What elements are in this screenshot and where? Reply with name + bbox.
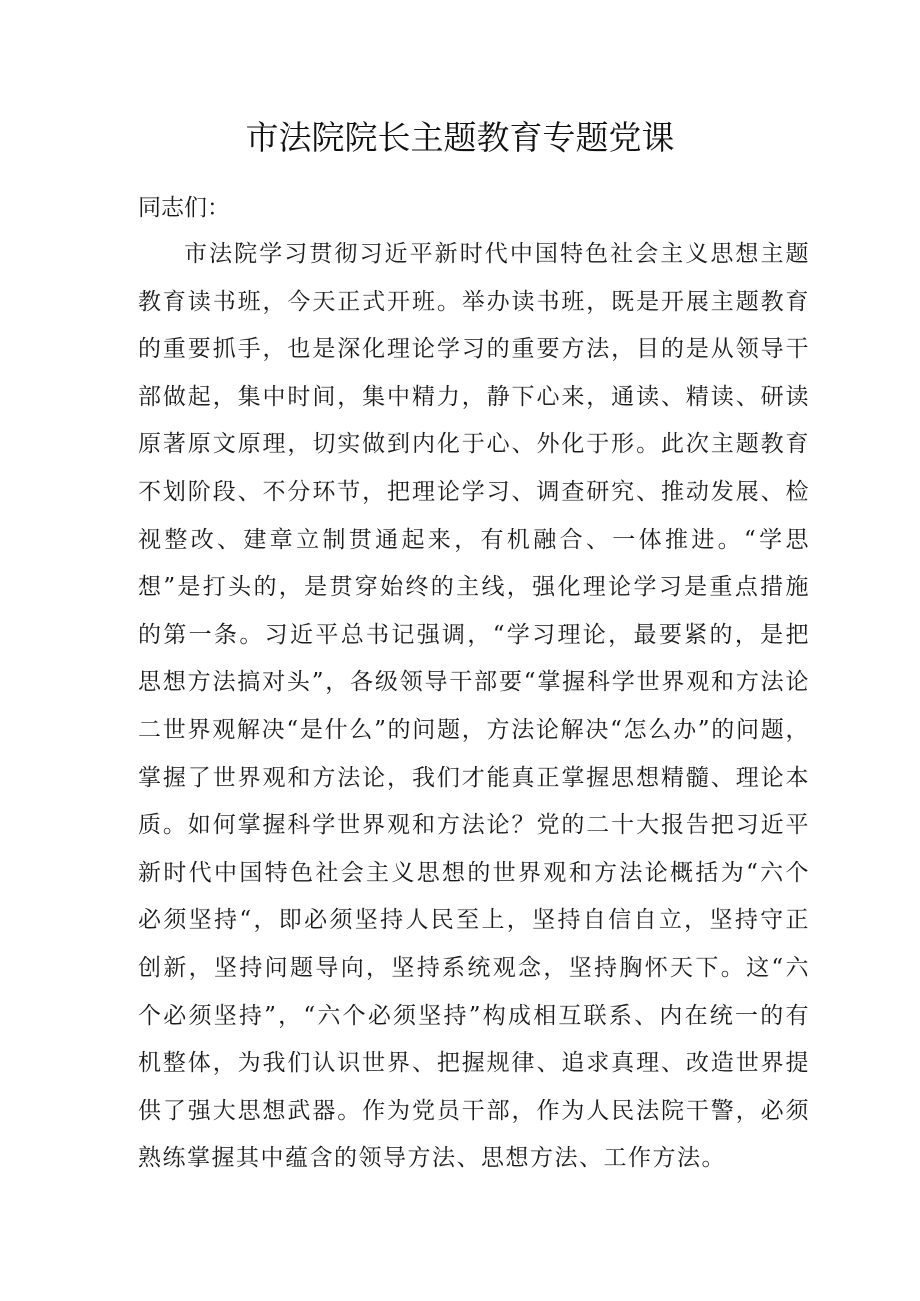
body-paragraph: 市法院学习贯彻习近平新时代中国特色社会主义思想主题教育读书班，今天正式开班。举办读书班，既是开展主题教育的重要抓手，也是深化理论学习的重要方法，目的是从领导干部做起，集中时间，集中精力，静下心来，通读、精读、研读原著原文原理，切实做到内化于心、外化于形。此次主题教育不划阶段、不分环节，把理论学习、调查研究、推动发展、检视整改、建章立制贯通起来，有机融合、一体推进。“学思想”是打头的，是贯穿始终的主线，强化理论学习是重点措施的第一条。习近平总书记强调，“学习理论，最要紧的，是把思想方法搞对头”，各级领导干部要“掌握科学世界观和方法论二世界观解决“是什么”的问题，方法论解决“怎么办”的问题，掌握了世界观和方法论，我们才能真正掌握思想精髓、理论本质。如何掌握科学世界观和方法论？党的二十大报告把习近平新时代中国特色社会主义思想的世界观和方法论概括为“六个必须坚持“，即必须坚持人民至上，坚持自信自立，坚持守正创新，坚持问题导向，坚持系统观念，坚持胸怀天下。这“六个必须坚持”，“六个必须坚持”构成相互联系、内在统一的有机整体，为我们认识世界、把握规律、追求真理、改造世界提供了强大思想武器。作为党员干部，作为人民法院干警，必须熟练掌握其中蕴含的领导方法、思想方法、工作方法。 — [138, 241, 810, 1172]
salutation: 同志们： — [138, 195, 230, 221]
document-title: 市法院院长主题教育专题党课 — [245, 118, 675, 157]
